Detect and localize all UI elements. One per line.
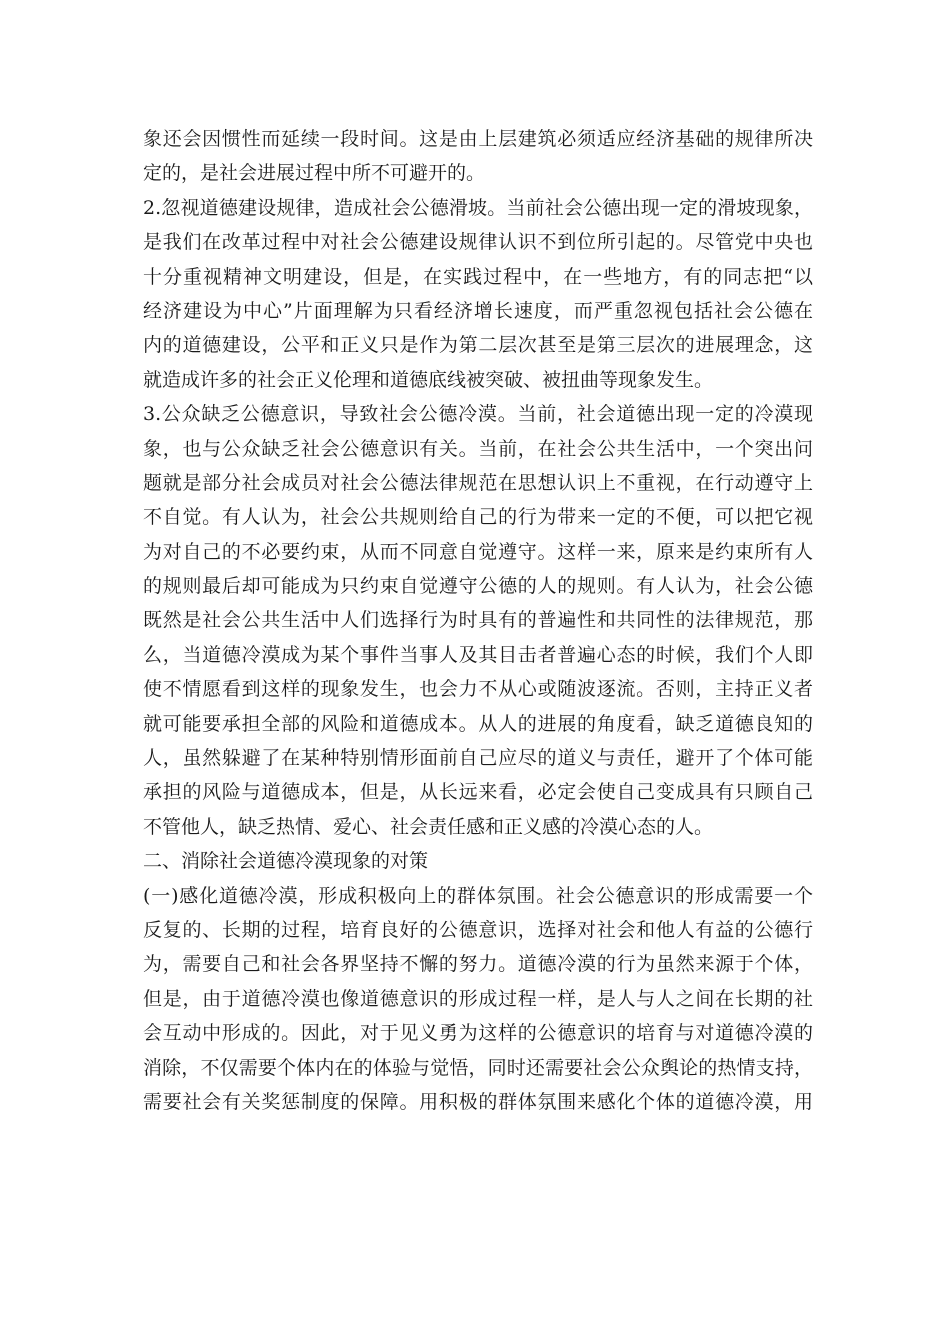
document-body	[143, 122, 813, 1119]
text-line: 但是，由于道德冷漠也像道德意识的形成过程一样，是人与人之间在长期的社	[143, 987, 813, 1010]
text-line: 既然是社会公共生活中人们选择行为时具有的普遍性和共同性的法律规范，那	[143, 609, 813, 632]
text-line: 会互动中形成的。因此，对于见义勇为这样的公德意识的培育与对道德冷漠的	[143, 1022, 813, 1045]
text-line: 3.公众缺乏公德意识，导致社会公德冷漠。当前，社会道德出现一定的冷漠现	[143, 403, 813, 426]
text-line: 经济建设为中心”片面理解为只看经济增长速度，而严重忽视包括社会公德在	[143, 299, 813, 322]
text-line: 就造成许多的社会正义伦理和道德底线被突破、被扭曲等现象发生。	[143, 368, 714, 391]
text-line: (一)感化道德冷漠，形成积极向上的群体氛围。社会公德意识的形成需要一个	[143, 884, 813, 907]
text-line: 反复的、长期的过程，培育良好的公德意识，选择对社会和他人有益的公德行	[143, 918, 813, 941]
text-line: 象，也与公众缺乏社会公德意识有关。当前，在社会公共生活中，一个突出问	[143, 437, 813, 460]
text-line: 不自觉。有人认为，社会公共规则给自己的行为带来一定的不便，可以把它视	[143, 506, 813, 529]
text-line: 十分重视精神文明建设，但是，在实践过程中，在一些地方，有的同志把“以	[143, 265, 813, 288]
text-line: 象还会因惯性而延续一段时间。这是由上层建筑必须适应经济基础的规律所决	[143, 128, 813, 150]
text-line: 人，虽然躲避了在某种特别情形面前自己应尽的道义与责任，避开了个体可能	[143, 747, 813, 770]
text-line: 是我们在改革过程中对社会公德建设规律认识不到位所引起的。尽管党中央也	[143, 231, 813, 254]
text-line: 题就是部分社会成员对社会公德法律规范在思想认识上不重视，在行动遵守上	[143, 471, 813, 494]
text-line: 承担的风险与道德成本，但是，从长远来看，必定会使自己变成具有只顾自己	[143, 781, 813, 804]
text-line: 内的道德建设，公平和正义只是作为第二层次甚至是第三层次的进展理念，这	[143, 334, 813, 357]
text-line: 为对自己的不必要约束，从而不同意自觉遵守。这样一来，原来是约束所有人	[143, 540, 813, 563]
text-line: 二、消除社会道德冷漠现象的对策	[143, 850, 429, 873]
text-line: 需要社会有关奖惩制度的保障。用积极的群体氛围来感化个体的道德冷漠，用	[143, 1090, 813, 1113]
text-line: 定的，是社会进展过程中所不可避开的。	[143, 162, 486, 185]
text-line: 使不情愿看到这样的现象发生，也会力不从心或随波逐流。否则，主持正义者	[143, 678, 813, 701]
text-line: 为，需要自己和社会各界坚持不懈的努力。道德冷漠的行为虽然来源于个体，	[143, 953, 813, 976]
text-line: 就可能要承担全部的风险和道德成本。从人的进展的角度看，缺乏道德良知的	[143, 712, 813, 735]
text-line: 么，当道德冷漠成为某个事件当事人及其目击者普遍心态的时候，我们个人即	[143, 643, 813, 666]
text-line: 不管他人，缺乏热情、爱心、社会责任感和正义感的冷漠心态的人。	[143, 815, 714, 838]
text-line: 2.忽视道德建设规律，造成社会公德滑坡。当前社会公德出现一定的滑坡现象，	[143, 196, 813, 219]
text-line: 的规则最后却可能成为只约束自觉遵守公德的人的规则。有人认为，社会公德	[143, 575, 813, 598]
text-line: 消除，不仅需要个体内在的体验与觉悟，同时还需要社会公众舆论的热情支持，	[143, 1056, 813, 1079]
